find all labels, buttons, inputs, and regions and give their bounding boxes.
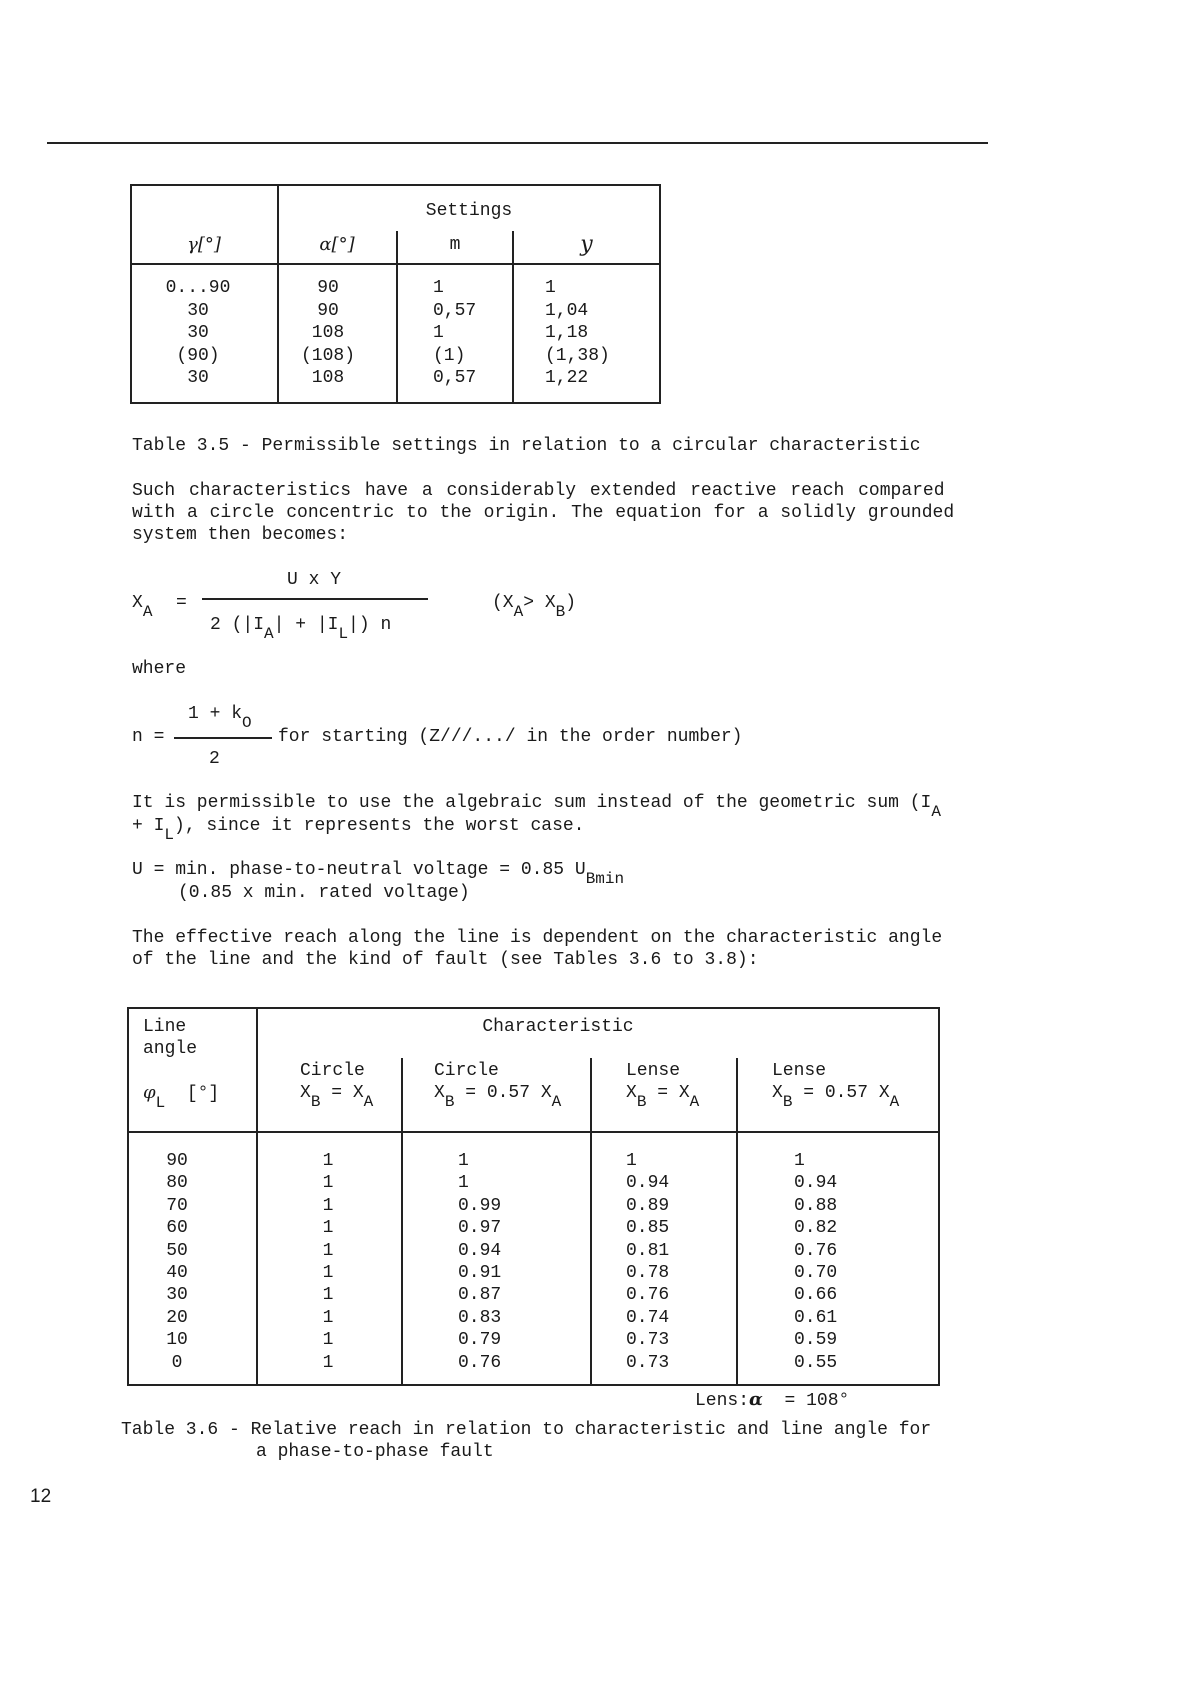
table-cell: 0,57 (433, 368, 477, 388)
table-cell: 1 (458, 1151, 469, 1171)
table-cell: 0.73 (626, 1330, 670, 1351)
table-cell: 0.76 (794, 1240, 838, 1261)
table-cell: 0.76 (458, 1352, 502, 1373)
table-cell: 0...90 (165, 278, 231, 298)
table-cell: 70 (166, 1195, 188, 1216)
table-cell: 0.87 (458, 1285, 502, 1306)
line-angle-header: Line (143, 1017, 187, 1037)
table-cell: 1 (322, 1352, 334, 1373)
table-cell: 1,04 (545, 300, 589, 321)
table-cell: 0.85 (626, 1218, 670, 1239)
table-cell: 0.66 (794, 1285, 838, 1306)
gamma-header: γ[°] (187, 234, 221, 255)
table-cell: 1 (433, 278, 444, 298)
column-header: Lense (626, 1061, 681, 1081)
table-cell: 1 (322, 1263, 334, 1283)
table-cell: 60 (166, 1218, 188, 1239)
characteristic-header: Characteristic (482, 1017, 634, 1037)
table-cell: 0,57 (433, 300, 477, 321)
table-cell: 1 (322, 1307, 334, 1328)
table-cell: 0.97 (458, 1218, 502, 1239)
column-header: Circle (434, 1061, 499, 1081)
formula-numerator: U x Y (286, 570, 341, 590)
table-3-5-caption: Table 3.5 - Permissible settings in relation to a circular characteristic (132, 436, 921, 456)
table-cell: 30 (187, 323, 209, 343)
table-cell: 0 (171, 1352, 183, 1373)
table-cell: 0.99 (458, 1195, 502, 1216)
formula-denominator: 2 (|IA| + |IL|) n (210, 615, 392, 643)
table-cell: 0.89 (626, 1195, 670, 1216)
table-cell: 108 (311, 368, 345, 388)
table-cell: 0.74 (626, 1307, 670, 1328)
table-cell: 0.76 (626, 1285, 670, 1306)
table-cell: 0.61 (794, 1307, 838, 1328)
where-label: where (132, 659, 187, 679)
table-cell: 1 (322, 1330, 334, 1351)
lens-note: Lens:α = 108° (695, 1389, 850, 1411)
table-cell: 108 (311, 323, 345, 343)
table-cell: 0.88 (794, 1195, 838, 1216)
column-formula: XB = 0.57 XA (434, 1083, 562, 1111)
column-formula: XB = XA (300, 1083, 374, 1111)
table-cell: 1,22 (545, 368, 589, 388)
table-cell: 30 (187, 368, 209, 388)
column-header: Lense (772, 1061, 827, 1081)
table-cell: 0.73 (626, 1352, 670, 1373)
table-cell: 20 (166, 1307, 188, 1328)
paragraph-line: Such characteristics have a considerably extended reactive reach compared (132, 481, 945, 501)
paragraph-line: with a circle concentric to the origin. The equation for a solidly grounded (132, 503, 955, 523)
table-cell: 0.70 (794, 1263, 838, 1283)
table-cell: 0.81 (626, 1240, 670, 1261)
table-cell: 0.94 (626, 1173, 670, 1194)
phi-l-header: φL [°] (143, 1082, 220, 1112)
formula-lhs: X (132, 593, 143, 613)
table-cell: 90 (317, 278, 339, 298)
equals-sign: = (176, 593, 187, 613)
n-description: for starting (Z///.../ in the order number) (278, 727, 743, 747)
table-3-6-caption: Table 3.6 - Relative reach in relation to characteristic and line angle for (121, 1420, 932, 1440)
table-3-6-caption: a phase-to-phase fault (256, 1442, 494, 1462)
table-cell: 0.59 (794, 1330, 838, 1351)
table-cell: 0.83 (458, 1307, 502, 1328)
column-formula: XB = 0.57 XA (772, 1083, 900, 1111)
table-cell: 1 (433, 323, 444, 343)
table-cell: 1,18 (545, 323, 589, 343)
n-denominator: 2 (209, 749, 220, 769)
table-cell: 0.94 (458, 1240, 502, 1261)
table-cell: 1 (322, 1195, 334, 1216)
table-cell: 90 (317, 300, 339, 321)
table-cell: 1 (322, 1173, 334, 1194)
table-cell: 1 (545, 278, 556, 298)
column-header: Circle (300, 1061, 365, 1081)
table-cell: 90 (166, 1151, 188, 1171)
table-cell: 1 (322, 1240, 334, 1261)
table-cell: 50 (166, 1240, 188, 1261)
page-number: 12 (30, 1486, 52, 1507)
header-rule (47, 142, 988, 144)
table-cell: 10 (166, 1330, 188, 1351)
table-cell: (90) (176, 345, 220, 366)
table-cell: 0.79 (458, 1330, 502, 1351)
n-numerator: 1 + k (188, 704, 243, 724)
table-cell: 1 (626, 1151, 637, 1171)
m-header: m (449, 235, 461, 255)
settings-header: Settings (425, 201, 513, 221)
table-cell: (1) (433, 345, 466, 366)
table-cell: 1 (458, 1173, 469, 1194)
paragraph-line: system then becomes: (132, 525, 349, 545)
table-cell: 40 (166, 1263, 188, 1283)
y-header: y (580, 232, 593, 257)
paragraph-line: of the line and the kind of fault (see Tables 3.6 to 3.8): (132, 950, 759, 970)
formula-condition: (XA> XB) (492, 593, 577, 621)
table-cell: 0.55 (794, 1352, 838, 1373)
table-cell: 1 (794, 1151, 805, 1171)
table-cell: 1 (322, 1285, 334, 1306)
table-cell: 1 (322, 1151, 334, 1171)
table-cell: 0.91 (458, 1263, 502, 1283)
table-cell: 0.78 (626, 1263, 670, 1283)
alpha-header: α[°] (319, 234, 355, 255)
column-formula: XB = XA (626, 1083, 700, 1111)
line-angle-header: angle (143, 1039, 198, 1059)
table-cell: (108) (300, 345, 355, 366)
table-cell: 30 (187, 300, 209, 321)
formula-sub: A (142, 603, 153, 621)
table-cell: 1 (322, 1218, 334, 1239)
table-cell: 0.82 (794, 1218, 838, 1239)
table-cell: 30 (166, 1285, 188, 1306)
table-cell: 0.94 (794, 1173, 838, 1194)
table-cell: 80 (166, 1173, 188, 1194)
n-lhs: n = (132, 727, 165, 747)
k-sub: O (242, 714, 252, 732)
paragraph-line: The effective reach along the line is dependent on the characteristic angle (132, 928, 943, 948)
table-cell: (1,38) (545, 345, 610, 366)
